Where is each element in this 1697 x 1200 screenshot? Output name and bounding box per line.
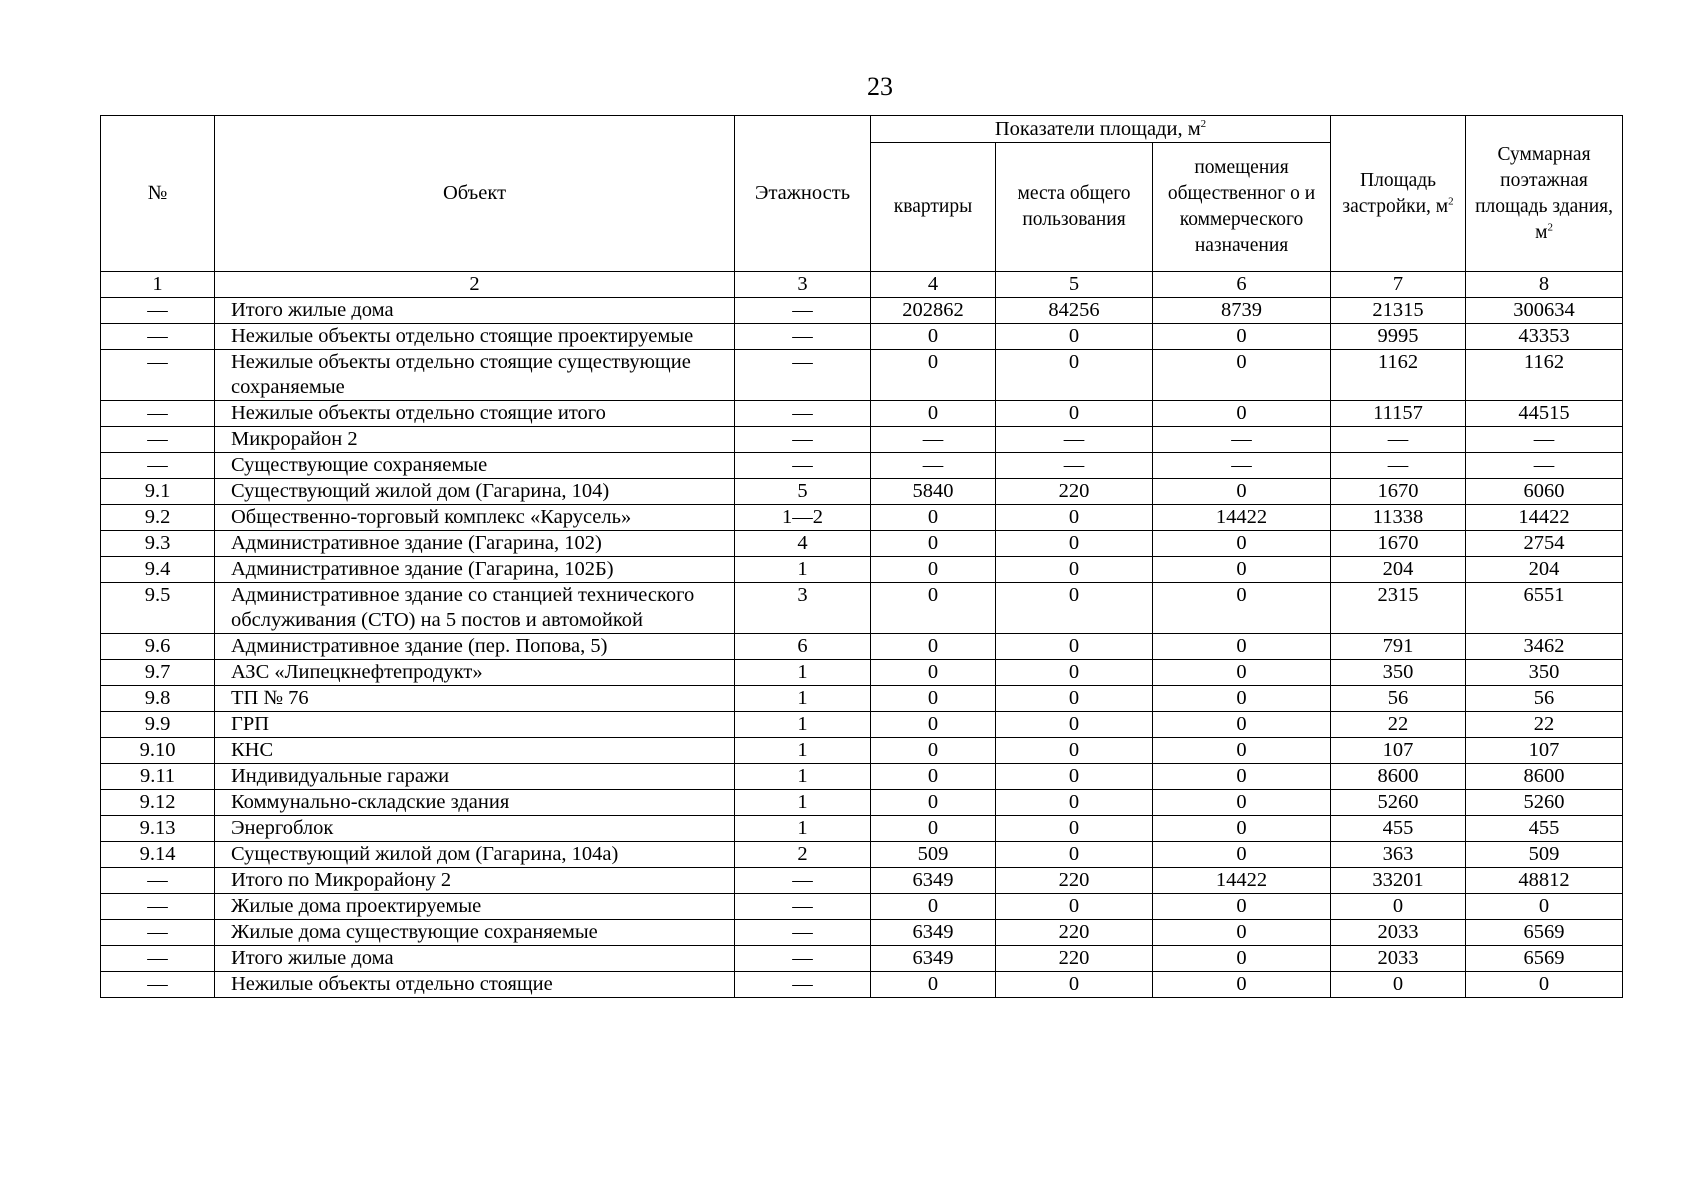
cell-common-areas: 220: [996, 868, 1153, 894]
cell-no: 9.7: [101, 660, 215, 686]
cell-floors: —: [735, 324, 871, 350]
cell-object: Существующие сохраняемые: [215, 453, 735, 479]
cell-object: Общественно-торговый комплекс «Карусель»: [215, 505, 735, 531]
cell-object: АЗС «Липецкнефтепродукт»: [215, 660, 735, 686]
cell-floors: 1—2: [735, 505, 871, 531]
cell-building-area: 1162: [1331, 350, 1466, 401]
cell-apartments: 0: [871, 712, 996, 738]
cell-common-areas: —: [996, 453, 1153, 479]
table-row: [101, 712, 1623, 738]
cell-no: 9.8: [101, 686, 215, 712]
cell-apartments: 0: [871, 686, 996, 712]
cell-total-floor-area: 350: [1466, 660, 1623, 686]
cell-floors: 1: [735, 738, 871, 764]
table-row: [101, 634, 1623, 660]
cell-object: Административное здание со станцией технического обслуживания (СТО) на 5 постов и автомойкой: [215, 583, 735, 634]
cell-object: КНС: [215, 738, 735, 764]
cell-public-commercial: 0: [1153, 764, 1331, 790]
cell-object: ТП № 76: [215, 686, 735, 712]
cell-building-area: 33201: [1331, 868, 1466, 894]
cell-building-area: 1670: [1331, 479, 1466, 505]
table-row: [101, 894, 1623, 920]
cell-no: —: [101, 894, 215, 920]
cell-object: ГРП: [215, 712, 735, 738]
cell-total-floor-area: 6569: [1466, 920, 1623, 946]
table-row: [101, 816, 1623, 842]
cell-no: —: [101, 920, 215, 946]
cell-common-areas: 84256: [996, 298, 1153, 324]
cell-common-areas: 0: [996, 401, 1153, 427]
cell-total-floor-area: 204: [1466, 557, 1623, 583]
cell-building-area: 455: [1331, 816, 1466, 842]
column-numbers-row: [101, 272, 1623, 298]
cell-common-areas: 0: [996, 816, 1153, 842]
cell-building-area: 0: [1331, 972, 1466, 998]
cell-public-commercial: 0: [1153, 842, 1331, 868]
table-row: [101, 505, 1623, 531]
cell-object: Административное здание (Гагарина, 102): [215, 531, 735, 557]
table-row: [101, 842, 1623, 868]
cell-floors: —: [735, 350, 871, 401]
cell-common-areas: 0: [996, 350, 1153, 401]
cell-apartments: 6349: [871, 868, 996, 894]
cell-object: Микрорайон 2: [215, 427, 735, 453]
cell-common-areas: 0: [996, 557, 1153, 583]
column-number: 2: [215, 272, 735, 298]
cell-no: —: [101, 453, 215, 479]
cell-public-commercial: 0: [1153, 557, 1331, 583]
cell-apartments: 0: [871, 350, 996, 401]
cell-common-areas: 0: [996, 764, 1153, 790]
cell-total-floor-area: 44515: [1466, 401, 1623, 427]
cell-floors: 4: [735, 531, 871, 557]
cell-no: —: [101, 298, 215, 324]
cell-apartments: 0: [871, 401, 996, 427]
cell-object: Административное здание (Гагарина, 102Б): [215, 557, 735, 583]
cell-total-floor-area: 3462: [1466, 634, 1623, 660]
cell-object: Существующий жилой дом (Гагарина, 104а): [215, 842, 735, 868]
cell-no: 9.14: [101, 842, 215, 868]
cell-floors: 1: [735, 660, 871, 686]
column-number: 5: [996, 272, 1153, 298]
cell-apartments: 0: [871, 557, 996, 583]
cell-no: 9.10: [101, 738, 215, 764]
cell-no: 9.4: [101, 557, 215, 583]
cell-object: Итого по Микрорайону 2: [215, 868, 735, 894]
table-row: [101, 401, 1623, 427]
cell-no: 9.13: [101, 816, 215, 842]
header-floors: Этажность: [735, 116, 871, 272]
cell-floors: —: [735, 427, 871, 453]
cell-apartments: —: [871, 427, 996, 453]
cell-public-commercial: 0: [1153, 920, 1331, 946]
cell-common-areas: 0: [996, 712, 1153, 738]
cell-floors: 1: [735, 816, 871, 842]
table-row: [101, 350, 1623, 401]
cell-object: Нежилые объекты отдельно стоящие проектируемые: [215, 324, 735, 350]
page-number: 23: [867, 72, 893, 101]
cell-no: —: [101, 350, 215, 401]
table-row: [101, 479, 1623, 505]
cell-common-areas: 0: [996, 686, 1153, 712]
cell-public-commercial: 0: [1153, 738, 1331, 764]
cell-building-area: 2315: [1331, 583, 1466, 634]
column-number: 6: [1153, 272, 1331, 298]
cell-building-area: 2033: [1331, 946, 1466, 972]
cell-object: Жилые дома проектируемые: [215, 894, 735, 920]
cell-no: —: [101, 868, 215, 894]
cell-total-floor-area: —: [1466, 453, 1623, 479]
cell-floors: 2: [735, 842, 871, 868]
cell-common-areas: 220: [996, 920, 1153, 946]
table-row: [101, 972, 1623, 998]
table-row: [101, 946, 1623, 972]
cell-no: 9.3: [101, 531, 215, 557]
cell-total-floor-area: 107: [1466, 738, 1623, 764]
cell-common-areas: 0: [996, 660, 1153, 686]
cell-public-commercial: 0: [1153, 479, 1331, 505]
cell-common-areas: 0: [996, 324, 1153, 350]
cell-public-commercial: 0: [1153, 401, 1331, 427]
cell-building-area: 11157: [1331, 401, 1466, 427]
cell-floors: 6: [735, 634, 871, 660]
cell-public-commercial: 14422: [1153, 505, 1331, 531]
cell-object: Существующий жилой дом (Гагарина, 104): [215, 479, 735, 505]
cell-total-floor-area: —: [1466, 427, 1623, 453]
cell-apartments: 0: [871, 531, 996, 557]
cell-apartments: 5840: [871, 479, 996, 505]
cell-public-commercial: —: [1153, 427, 1331, 453]
table-row: [101, 738, 1623, 764]
table-row: [101, 686, 1623, 712]
cell-common-areas: 0: [996, 790, 1153, 816]
cell-total-floor-area: 300634: [1466, 298, 1623, 324]
cell-no: 9.6: [101, 634, 215, 660]
table-row: [101, 920, 1623, 946]
cell-total-floor-area: 14422: [1466, 505, 1623, 531]
cell-floors: —: [735, 894, 871, 920]
cell-apartments: 0: [871, 790, 996, 816]
cell-total-floor-area: 5260: [1466, 790, 1623, 816]
cell-floors: 1: [735, 764, 871, 790]
cell-public-commercial: 0: [1153, 816, 1331, 842]
cell-public-commercial: 0: [1153, 634, 1331, 660]
cell-building-area: 8600: [1331, 764, 1466, 790]
cell-apartments: 0: [871, 660, 996, 686]
cell-common-areas: 0: [996, 505, 1153, 531]
header-no: №: [101, 116, 215, 272]
cell-common-areas: 0: [996, 738, 1153, 764]
cell-building-area: 9995: [1331, 324, 1466, 350]
cell-floors: —: [735, 946, 871, 972]
cell-total-floor-area: 22: [1466, 712, 1623, 738]
cell-building-area: —: [1331, 453, 1466, 479]
cell-no: —: [101, 324, 215, 350]
cell-building-area: 107: [1331, 738, 1466, 764]
table-row: [101, 453, 1623, 479]
cell-floors: —: [735, 401, 871, 427]
cell-apartments: 0: [871, 505, 996, 531]
cell-total-floor-area: 0: [1466, 894, 1623, 920]
cell-common-areas: —: [996, 427, 1153, 453]
cell-object: Нежилые объекты отдельно стоящие существующие сохраняемые: [215, 350, 735, 401]
cell-public-commercial: —: [1153, 453, 1331, 479]
cell-no: 9.12: [101, 790, 215, 816]
column-number: 4: [871, 272, 996, 298]
cell-common-areas: 0: [996, 972, 1153, 998]
cell-public-commercial: 0: [1153, 972, 1331, 998]
cell-building-area: 791: [1331, 634, 1466, 660]
cell-apartments: 0: [871, 583, 996, 634]
cell-apartments: 509: [871, 842, 996, 868]
cell-public-commercial: 0: [1153, 686, 1331, 712]
cell-floors: 3: [735, 583, 871, 634]
cell-no: —: [101, 972, 215, 998]
table-row: [101, 583, 1623, 634]
cell-building-area: 5260: [1331, 790, 1466, 816]
cell-total-floor-area: 8600: [1466, 764, 1623, 790]
cell-floors: —: [735, 298, 871, 324]
table-row: [101, 660, 1623, 686]
cell-object: Индивидуальные гаражи: [215, 764, 735, 790]
table-row: [101, 868, 1623, 894]
cell-object: Итого жилые дома: [215, 946, 735, 972]
table-row: [101, 427, 1623, 453]
area-indicators-table: [100, 115, 1623, 998]
table-row: [101, 790, 1623, 816]
cell-building-area: 204: [1331, 557, 1466, 583]
cell-apartments: 0: [871, 324, 996, 350]
cell-no: 9.2: [101, 505, 215, 531]
cell-public-commercial: 0: [1153, 894, 1331, 920]
cell-apartments: 0: [871, 764, 996, 790]
cell-public-commercial: 0: [1153, 790, 1331, 816]
cell-public-commercial: 0: [1153, 531, 1331, 557]
column-number: 3: [735, 272, 871, 298]
column-number: 7: [1331, 272, 1466, 298]
column-number: 1: [101, 272, 215, 298]
cell-apartments: —: [871, 453, 996, 479]
cell-total-floor-area: 2754: [1466, 531, 1623, 557]
cell-total-floor-area: 6060: [1466, 479, 1623, 505]
cell-public-commercial: 0: [1153, 660, 1331, 686]
table-row: [101, 557, 1623, 583]
cell-no: 9.11: [101, 764, 215, 790]
cell-building-area: 22: [1331, 712, 1466, 738]
cell-floors: 1: [735, 557, 871, 583]
cell-building-area: 11338: [1331, 505, 1466, 531]
cell-floors: 1: [735, 686, 871, 712]
cell-object: Итого жилые дома: [215, 298, 735, 324]
cell-floors: —: [735, 453, 871, 479]
column-number: 8: [1466, 272, 1623, 298]
cell-apartments: 0: [871, 634, 996, 660]
cell-total-floor-area: 509: [1466, 842, 1623, 868]
cell-building-area: 0: [1331, 894, 1466, 920]
cell-public-commercial: 14422: [1153, 868, 1331, 894]
header-object: Объект: [215, 116, 735, 272]
header-common-areas: места общего пользования: [996, 143, 1153, 272]
cell-floors: 5: [735, 479, 871, 505]
header-apartments: квартиры: [871, 143, 996, 272]
cell-object: Нежилые объекты отдельно стоящие: [215, 972, 735, 998]
cell-floors: 1: [735, 790, 871, 816]
cell-total-floor-area: 0: [1466, 972, 1623, 998]
cell-building-area: 1670: [1331, 531, 1466, 557]
header-public-commercial: помещения общественног о и коммерческого назначения: [1153, 143, 1331, 272]
cell-total-floor-area: 48812: [1466, 868, 1623, 894]
cell-public-commercial: 0: [1153, 324, 1331, 350]
cell-apartments: 0: [871, 738, 996, 764]
cell-common-areas: 0: [996, 842, 1153, 868]
cell-common-areas: 220: [996, 946, 1153, 972]
cell-total-floor-area: 455: [1466, 816, 1623, 842]
cell-floors: —: [735, 920, 871, 946]
header-total-floor-area: Суммарная поэтажная площадь здания, $м^2$: [1466, 116, 1623, 272]
cell-common-areas: 0: [996, 894, 1153, 920]
cell-common-areas: 220: [996, 479, 1153, 505]
cell-object: Административное здание (пер. Попова, 5): [215, 634, 735, 660]
cell-building-area: 350: [1331, 660, 1466, 686]
cell-building-area: 2033: [1331, 920, 1466, 946]
cell-apartments: 202862: [871, 298, 996, 324]
cell-public-commercial: 0: [1153, 946, 1331, 972]
cell-public-commercial: 0: [1153, 350, 1331, 401]
cell-apartments: 6349: [871, 946, 996, 972]
cell-public-commercial: 8739: [1153, 298, 1331, 324]
cell-object: Жилые дома существующие сохраняемые: [215, 920, 735, 946]
cell-floors: —: [735, 972, 871, 998]
cell-building-area: 56: [1331, 686, 1466, 712]
cell-apartments: 0: [871, 816, 996, 842]
header-building-area: Площадь застройки, $м^2$: [1331, 116, 1466, 272]
cell-no: —: [101, 427, 215, 453]
cell-floors: 1: [735, 712, 871, 738]
cell-apartments: 6349: [871, 920, 996, 946]
cell-object: Коммунально-складские здания: [215, 790, 735, 816]
cell-public-commercial: 0: [1153, 583, 1331, 634]
cell-building-area: 363: [1331, 842, 1466, 868]
cell-floors: —: [735, 868, 871, 894]
cell-total-floor-area: 6569: [1466, 946, 1623, 972]
cell-object: Энергоблок: [215, 816, 735, 842]
cell-total-floor-area: 1162: [1466, 350, 1623, 401]
header-area-group: Показатели площади, $м^2$: [871, 116, 1331, 143]
cell-total-floor-area: 6551: [1466, 583, 1623, 634]
cell-common-areas: 0: [996, 634, 1153, 660]
cell-apartments: 0: [871, 972, 996, 998]
table-row: [101, 531, 1623, 557]
cell-no: 9.9: [101, 712, 215, 738]
cell-no: —: [101, 401, 215, 427]
cell-no: —: [101, 946, 215, 972]
cell-common-areas: 0: [996, 531, 1153, 557]
cell-apartments: 0: [871, 894, 996, 920]
cell-building-area: —: [1331, 427, 1466, 453]
cell-no: 9.5: [101, 583, 215, 634]
cell-common-areas: 0: [996, 583, 1153, 634]
table-row: [101, 324, 1623, 350]
cell-no: 9.1: [101, 479, 215, 505]
cell-public-commercial: 0: [1153, 712, 1331, 738]
table-row: [101, 298, 1623, 324]
cell-total-floor-area: 43353: [1466, 324, 1623, 350]
table-row: [101, 764, 1623, 790]
cell-building-area: 21315: [1331, 298, 1466, 324]
cell-total-floor-area: 56: [1466, 686, 1623, 712]
cell-object: Нежилые объекты отдельно стоящие итого: [215, 401, 735, 427]
